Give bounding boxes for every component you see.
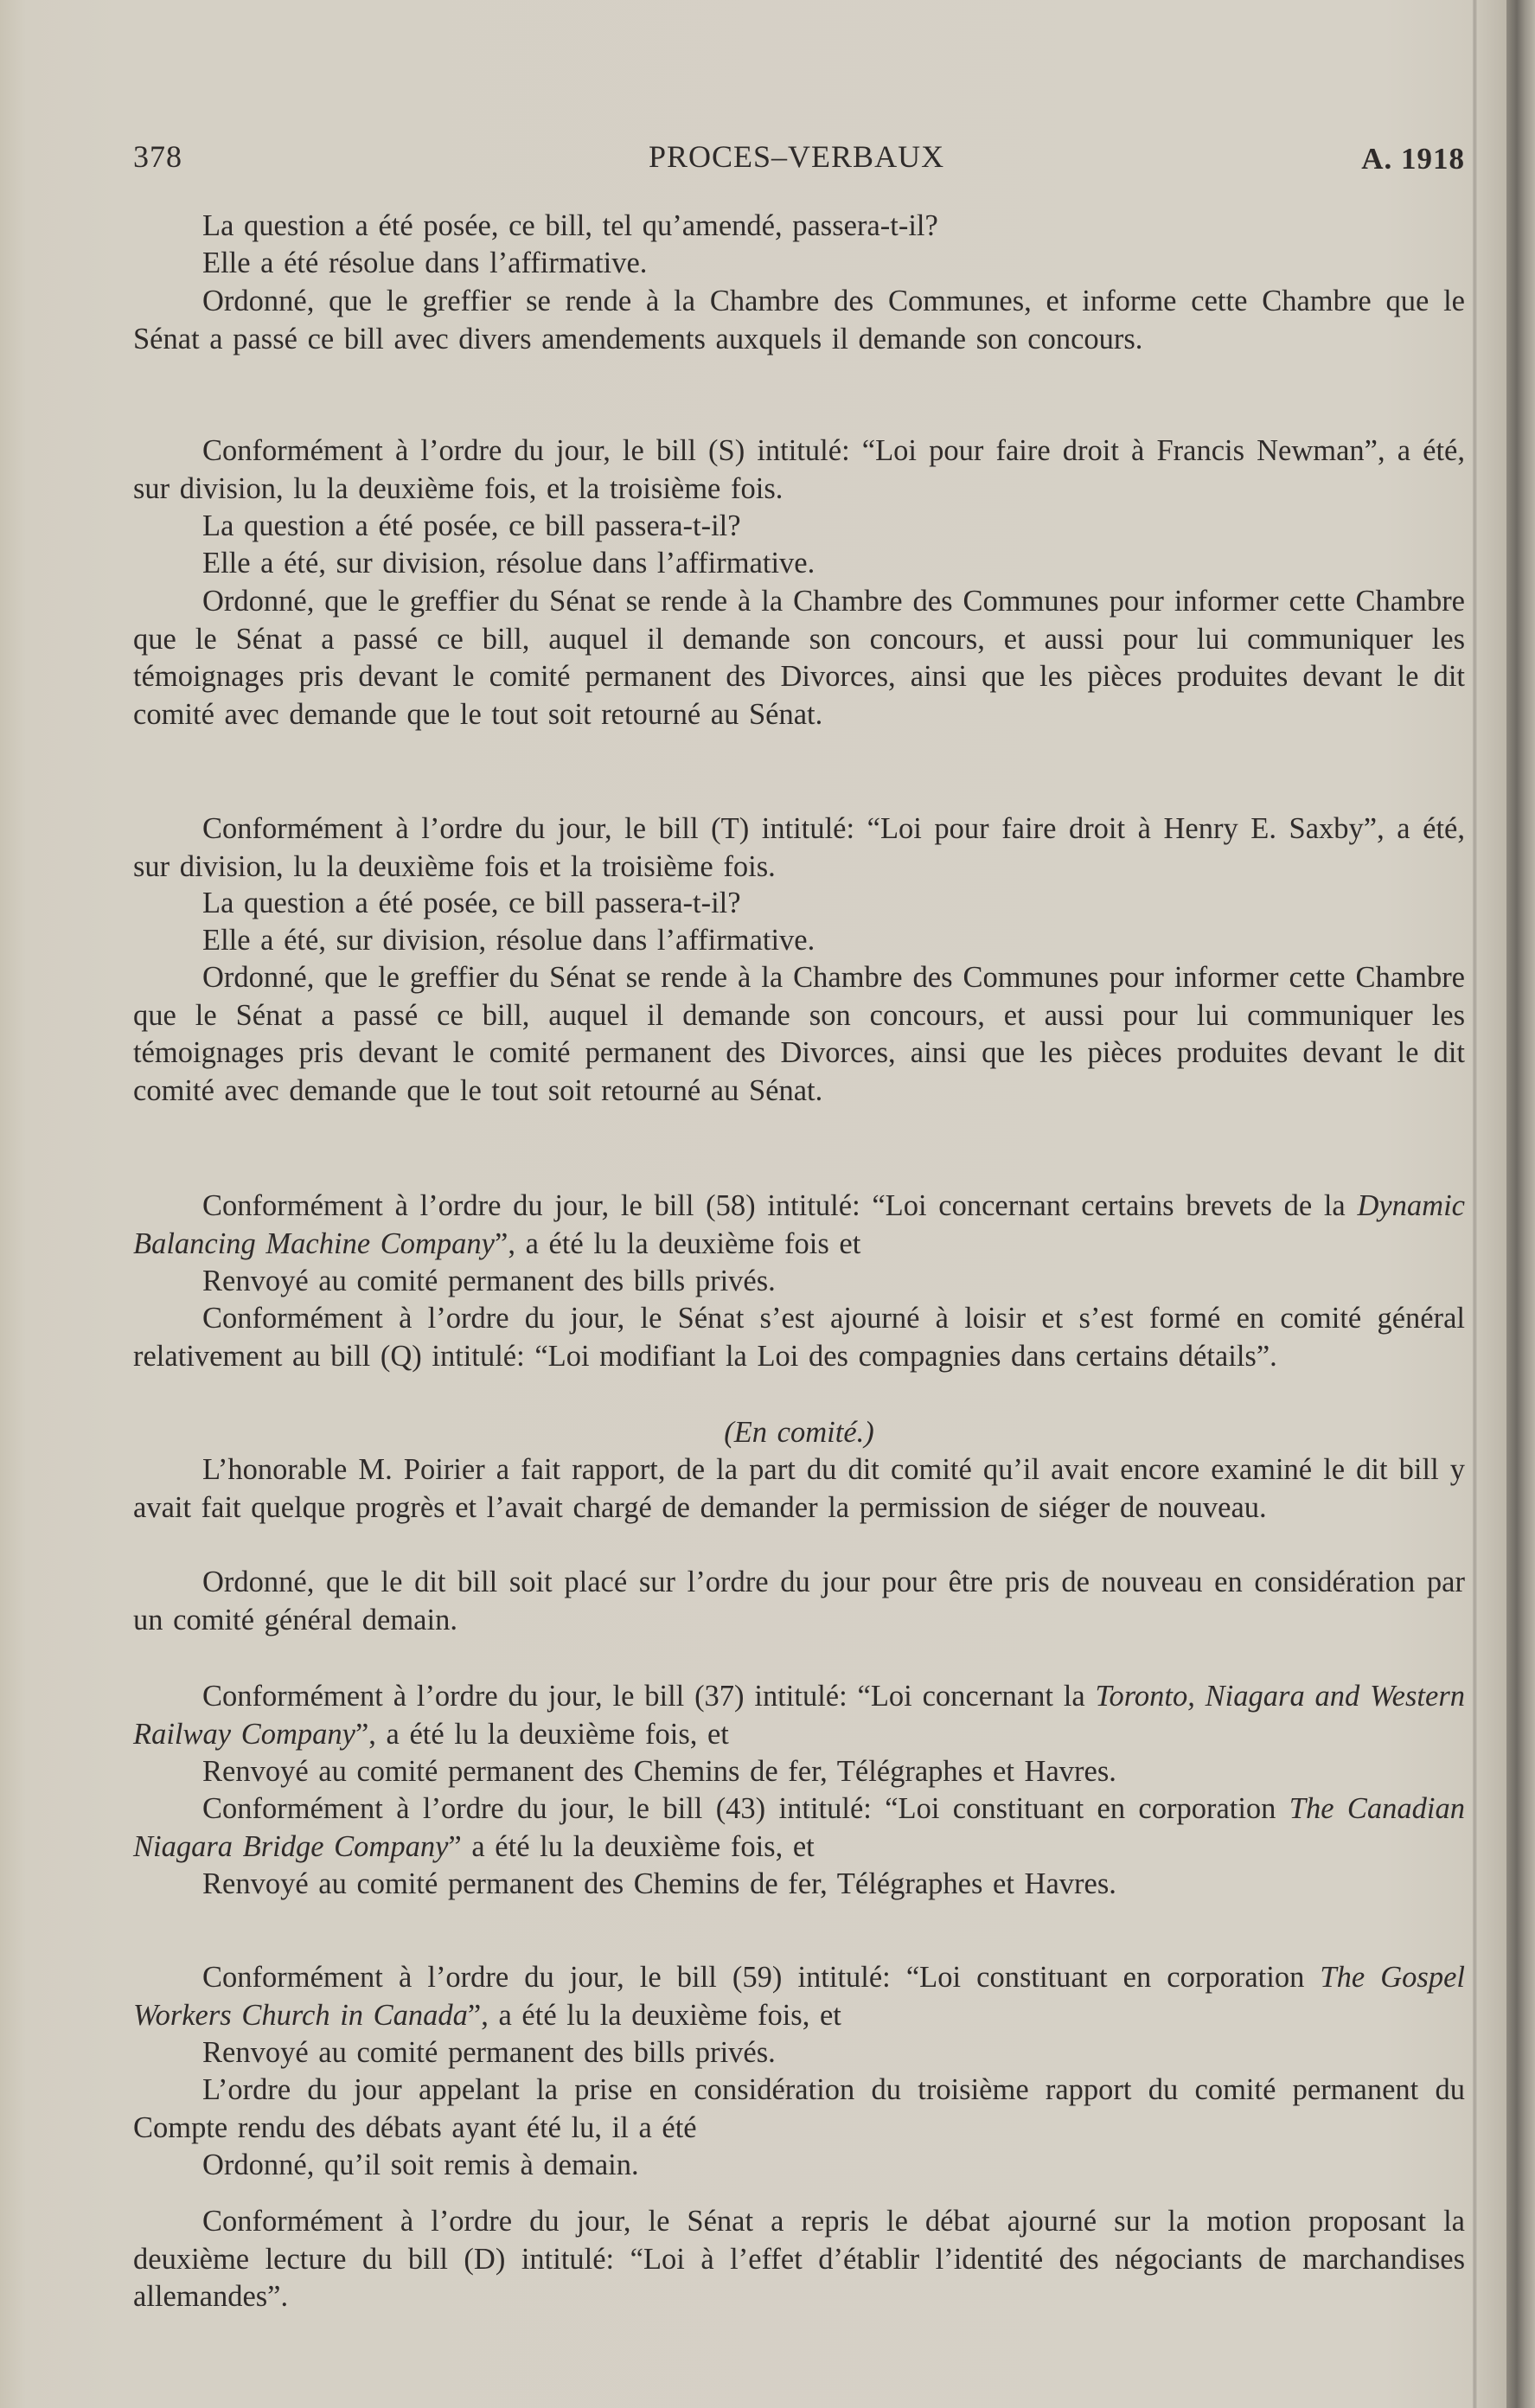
text-run: ”, a été lu la deuxième fois et: [495, 1226, 861, 1260]
text-paragraph: La question a été posée, ce bill, tel qu’amendé, passera-t-il?: [202, 209, 938, 242]
text-run: Conformément à l’ordre du jour, le bill (58) intitulé: “Loi concernant certains brevets de la: [202, 1189, 1358, 1222]
text-paragraph: Elle a été, sur division, résolue dans l’affirmative.: [202, 547, 815, 580]
company-name: Toronto, Niagara and Western Railway Company: [133, 1680, 1465, 1751]
text-paragraph: La question a été posée, ce bill passera-t-il?: [202, 887, 741, 919]
committee-heading: (En comité.): [724, 1416, 874, 1449]
text-run: Conformément à l’ordre du jour, le bill (43) intitulé: “Loi constituant en corporation: [202, 1792, 1289, 1825]
text-paragraph: Ordonné, que le greffier du Sénat se rende à la Chambre des Communes pour informer cette Chambre que le Sénat a passé ce bill, auquel il demande son concours, et aussi pour lui communiquer les témoignages pris devant le comité permanent des Divorces, ainsi que les pièces produites devant le dit comité avec demande que le tout soit retourné au Sénat.: [133, 585, 1465, 731]
text-paragraph: Renvoyé au comité permanent des bills privés.: [202, 1265, 776, 1297]
book-binding-edge: [1506, 0, 1535, 2408]
text-paragraph: Conformément à l’ordre du jour, le Sénat s’est ajourné à loisir et s’est formé en comité général relativement au bill (Q) intitulé: “Loi modifiant la Loi des compagnies dans certains détails”.: [133, 1302, 1465, 1373]
text-paragraph: L’honorable M. Poirier a fait rapport, de la part du dit comité qu’il avait encore examiné le dit bill y avait fait quelque progrès et l’avait chargé de demander la permission de siéger de nouveau.: [133, 1453, 1465, 1524]
company-name: The Canadian Niagara Bridge Company: [133, 1792, 1465, 1863]
text-paragraph: Renvoyé au comité permanent des Chemins de fer, Télégraphes et Havres.: [202, 1755, 1116, 1788]
text-paragraph: [133, 1678, 1465, 1753]
company-name: Dynamic Balancing Machine Company: [133, 1189, 1465, 1260]
page-number: 378: [133, 139, 182, 174]
page-content: [133, 130, 1465, 2313]
text-paragraph: Ordonné, que le dit bill soit placé sur l’ordre du jour pour être pris de nouveau en considération par un comité général demain.: [133, 1566, 1465, 1636]
text-run: Conformément à l’ordre du jour, le bill (37) intitulé: “Loi concernant la: [202, 1680, 1096, 1713]
text-paragraph: Conformément à l’ordre du jour, le bill (S) intitulé: “Loi pour faire droit à Francis Newman”, a été, sur division, lu la deuxième fois, et la troisième fois.: [133, 434, 1465, 505]
text-paragraph: Conformément à l’ordre du jour, le bill (T) intitulé: “Loi pour faire droit à Henry E. Saxby”, a été, sur division, lu la deuxième fois et la troisième fois.: [133, 812, 1465, 883]
text-paragraph: Conformément à l’ordre du jour, le Sénat a repris le débat ajourné sur la motion proposant la deuxième lecture du bill (D) intitulé: “Loi à l’effet d’établir l’identité des négociants de marchandises allemandes”.: [133, 2205, 1465, 2313]
text-paragraph: Renvoyé au comité permanent des Chemins de fer, Télégraphes et Havres.: [202, 1867, 1116, 1900]
text-paragraph: [133, 1188, 1465, 1263]
text-paragraph: Elle a été, sur division, résolue dans l’affirmative.: [202, 924, 815, 957]
text-run: Conformément à l’ordre du jour, le bill (59) intitulé: “Loi constituant en corporation: [202, 1961, 1321, 1994]
text-run: ”, a été lu la deuxième fois, et: [467, 1998, 841, 2032]
running-title: PROCES–VERBAUX: [649, 139, 945, 174]
text-paragraph: [133, 1790, 1465, 1866]
page-fold-line: [1473, 0, 1477, 2408]
text-paragraph: Ordonné, que le greffier se rende à la Chambre des Communes, et informe cette Chambre que le Sénat a passé ce bill avec divers amendements auxquels il demande son concours.: [133, 285, 1465, 355]
page-header: [133, 130, 1465, 182]
text-paragraph: [133, 1959, 1465, 2034]
company-name: The Gospel Workers Church in Canada: [133, 1961, 1465, 2032]
text-paragraph: Renvoyé au comité permanent des bills privés.: [202, 2036, 776, 2069]
text-paragraph: Ordonné, qu’il soit remis à demain.: [202, 2149, 639, 2181]
text-paragraph: L’ordre du jour appelant la prise en considération du troisième rapport du comité permanent du Compte rendu des débats ayant été lu, il a été: [133, 2073, 1465, 2144]
text-run: ”, a été lu la deuxième fois, et: [355, 1717, 729, 1751]
text-paragraph: Elle a été résolue dans l’affirmative.: [202, 247, 648, 279]
text-paragraph: Ordonné, que le greffier du Sénat se rende à la Chambre des Communes pour informer cette Chambre que le Sénat a passé ce bill, auquel il demande son concours, et aussi pour lui communiquer les témoignages pris devant le comité permanent des Divorces, ainsi que les pièces produites devant le dit comité avec demande que le tout soit retourné au Sénat.: [133, 961, 1465, 1107]
text-run: ” a été lu la deuxième fois, et: [448, 1829, 815, 1863]
session-year: A. 1918: [1361, 142, 1465, 176]
text-paragraph: La question a été posée, ce bill passera-t-il?: [202, 509, 741, 542]
